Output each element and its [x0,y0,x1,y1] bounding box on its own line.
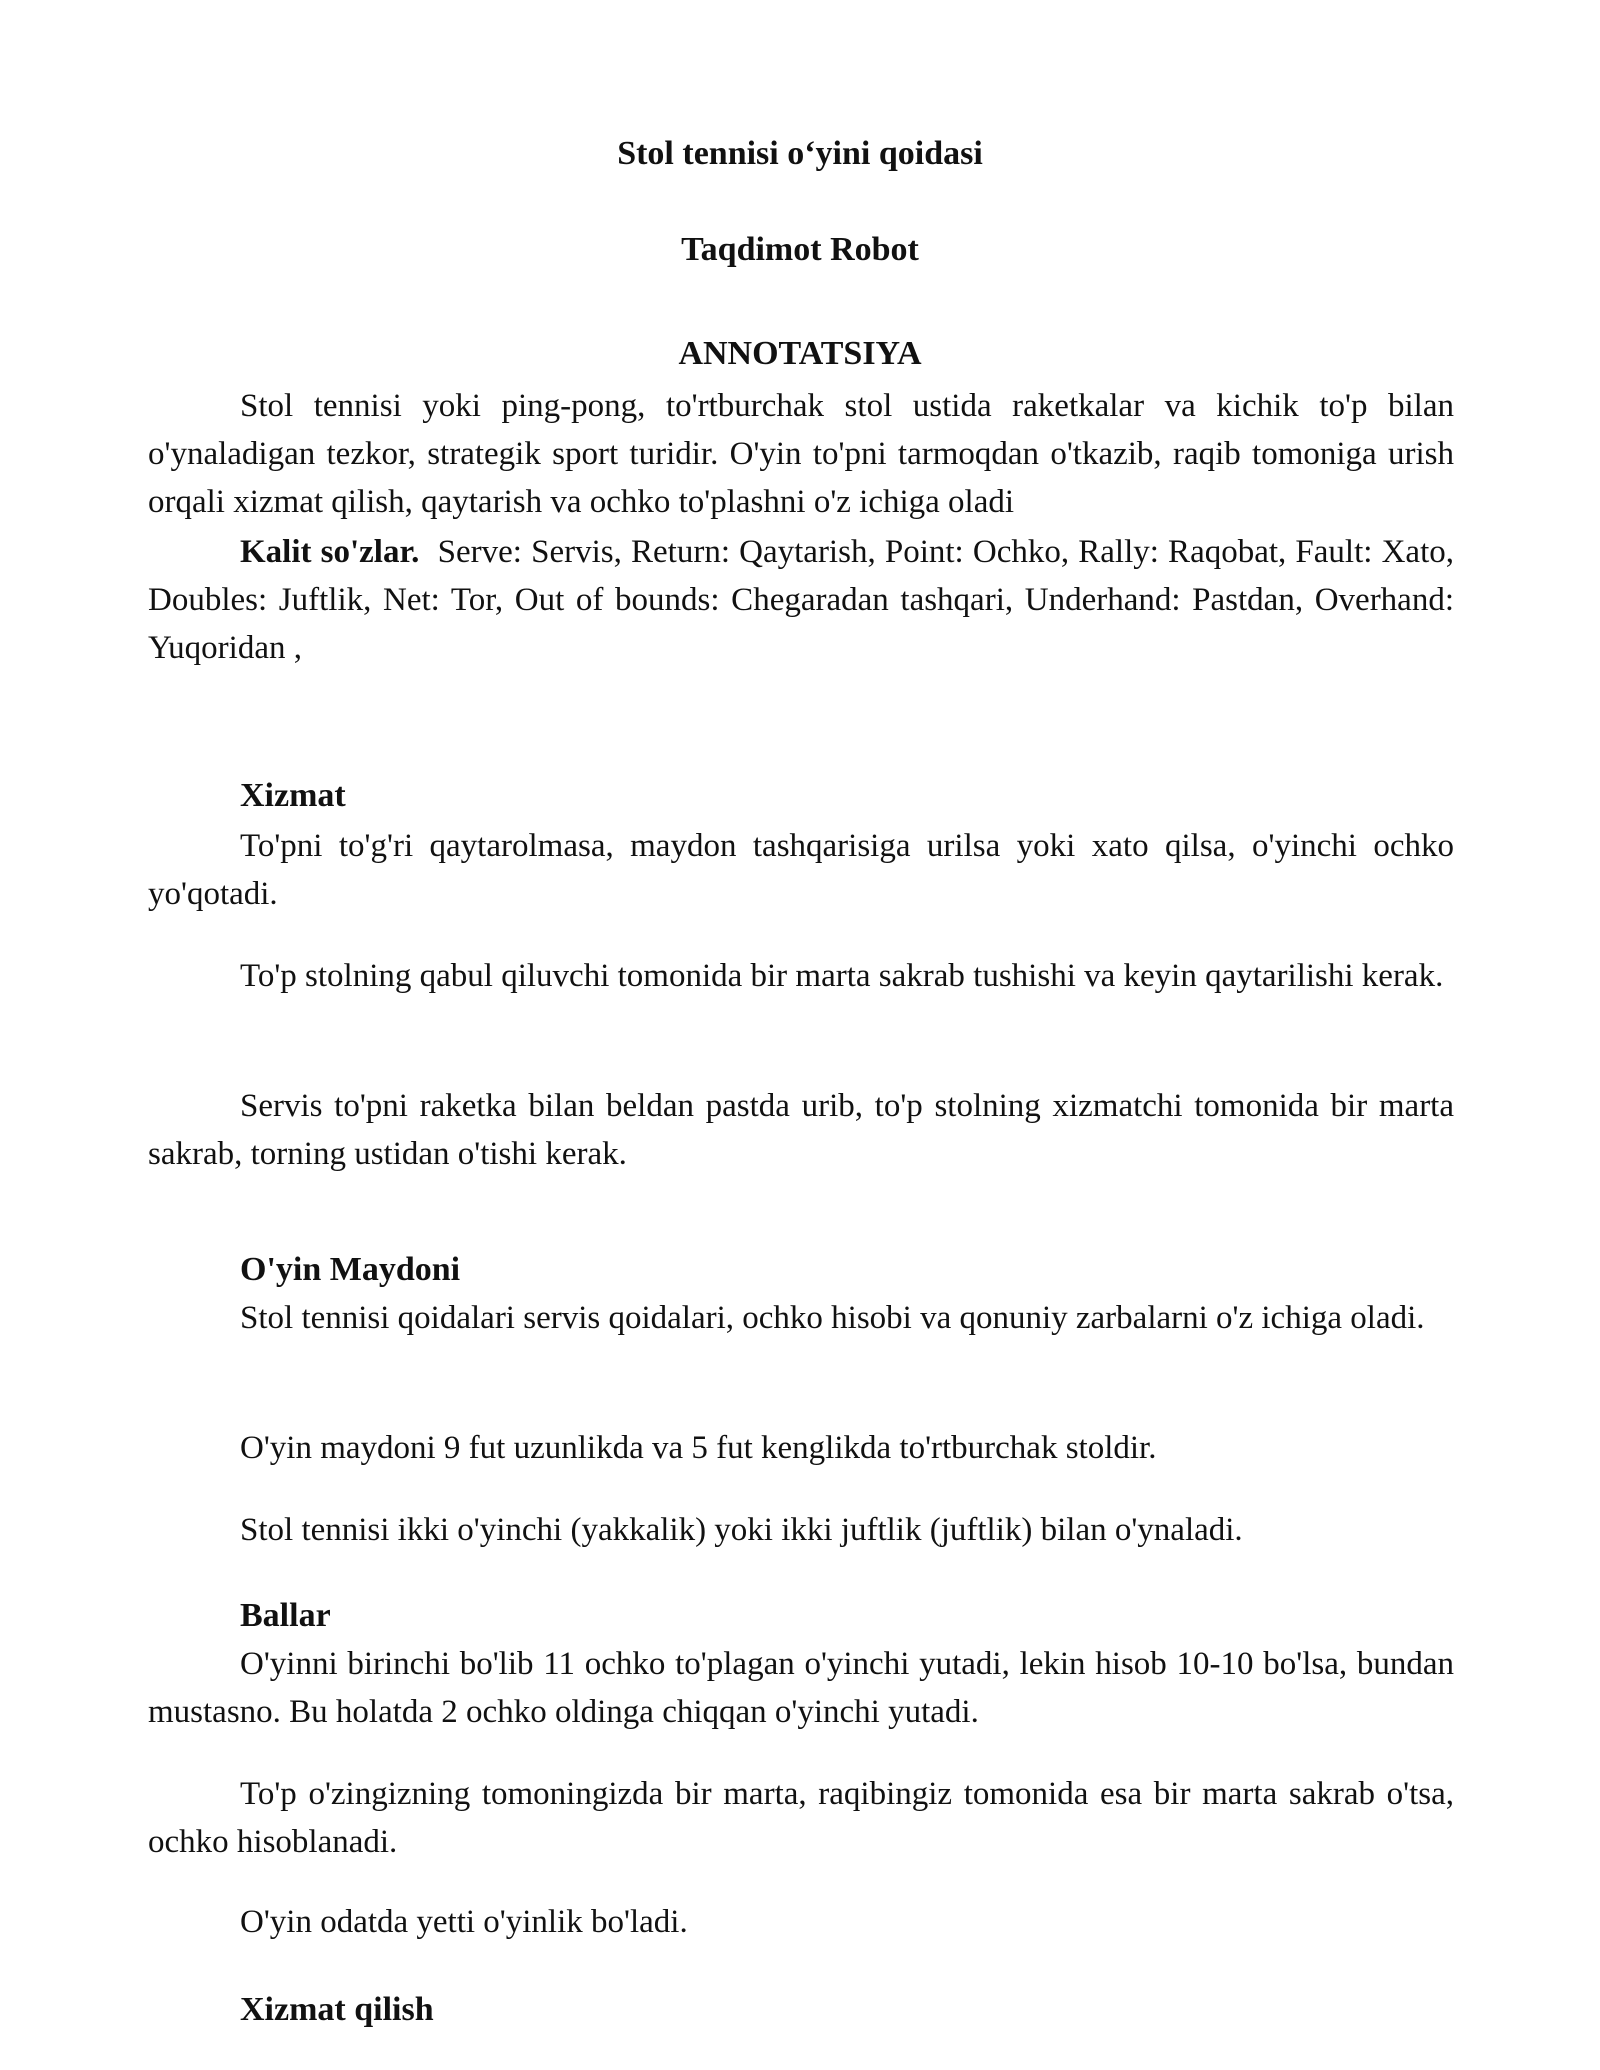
paragraph: O'yin maydoni 9 fut uzunlikda va 5 fut kenglikda to'rtburchak stoldir. [240,1430,1157,1466]
section-heading-ballar: Ballar [240,1597,331,1634]
paragraph: O'yinni birinchi bo'lib 11 ochko to'plagan o'yinchi yutadi, lekin hisob 10-10 bo'lsa, bundan mustasno. Bu holatda 2 ochko oldinga chiqqan o'yinchi yutadi. [148,1646,1454,1730]
paragraph: Stol tennisi ikki o'yinchi (yakkalik) yoki ikki juftlik (juftlik) bilan o'ynaladi. [240,1512,1243,1548]
paragraph: To'p o'zingizning tomoningizda bir marta, raqibingiz tomonida esa bir marta sakrab o'tsa, ochko hisoblanadi. [148,1776,1454,1860]
document-author: Taqdimot Robot [681,231,919,268]
document-title: Stol tennisi o‘yini qoidasi [617,135,983,172]
annotation-paragraph: Stol tennisi yoki ping-pong, to'rtburchak stol ustida raketkalar va kichik to'p bilan o'ynaladigan tezkor, strategik sport turidir. O'yin to'pni tarmoqdan o'tkazib, raqib tomoniga urish orqali xizmat qilish, qaytarish va ochko to'plashni o'z ichiga oladi [148,388,1454,520]
keywords-text: Serve: Servis, Return: Qaytarish, Point: Ochko, Rally: Raqobat, Fault: Xato, Doubles: Juftlik, Net: Tor, Out of bounds: Chegaradan tashqari, Underhand: Pastdan, Overhand: Yuqoridan , [148,534,1454,666]
keywords-paragraph [148,528,1454,672]
section-heading-xizmat-qilish: Xizmat qilish [240,1991,434,2028]
paragraph: Stol tennisi qoidalari servis qoidalari, ochko hisobi va qonuniy zarbalarni o'z ichiga oladi. [240,1300,1425,1336]
paragraph: To'pni to'g'ri qaytarolmasa, maydon tashqarisiga urilsa yoki xato qilsa, o'yinchi ochko yo'qotadi. [148,828,1454,912]
annotation-heading: ANNOTATSIYA [678,335,922,372]
paragraph: Servis to'pni raketka bilan beldan pastda urib, to'p stolning xizmatchi tomonida bir marta sakrab, torning ustidan o'tishi kerak. [148,1088,1454,1172]
section-heading-xizmat: Xizmat [240,777,346,814]
keywords-label: Kalit so'zlar. [240,534,420,570]
paragraph: O'yin odatda yetti o'yinlik bo'ladi. [240,1904,688,1940]
section-heading-oyin-maydoni: O'yin Maydoni [240,1251,461,1288]
paragraph: To'p stolning qabul qiluvchi tomonida bir marta sakrab tushishi va keyin qaytarilishi kerak. [240,958,1444,994]
